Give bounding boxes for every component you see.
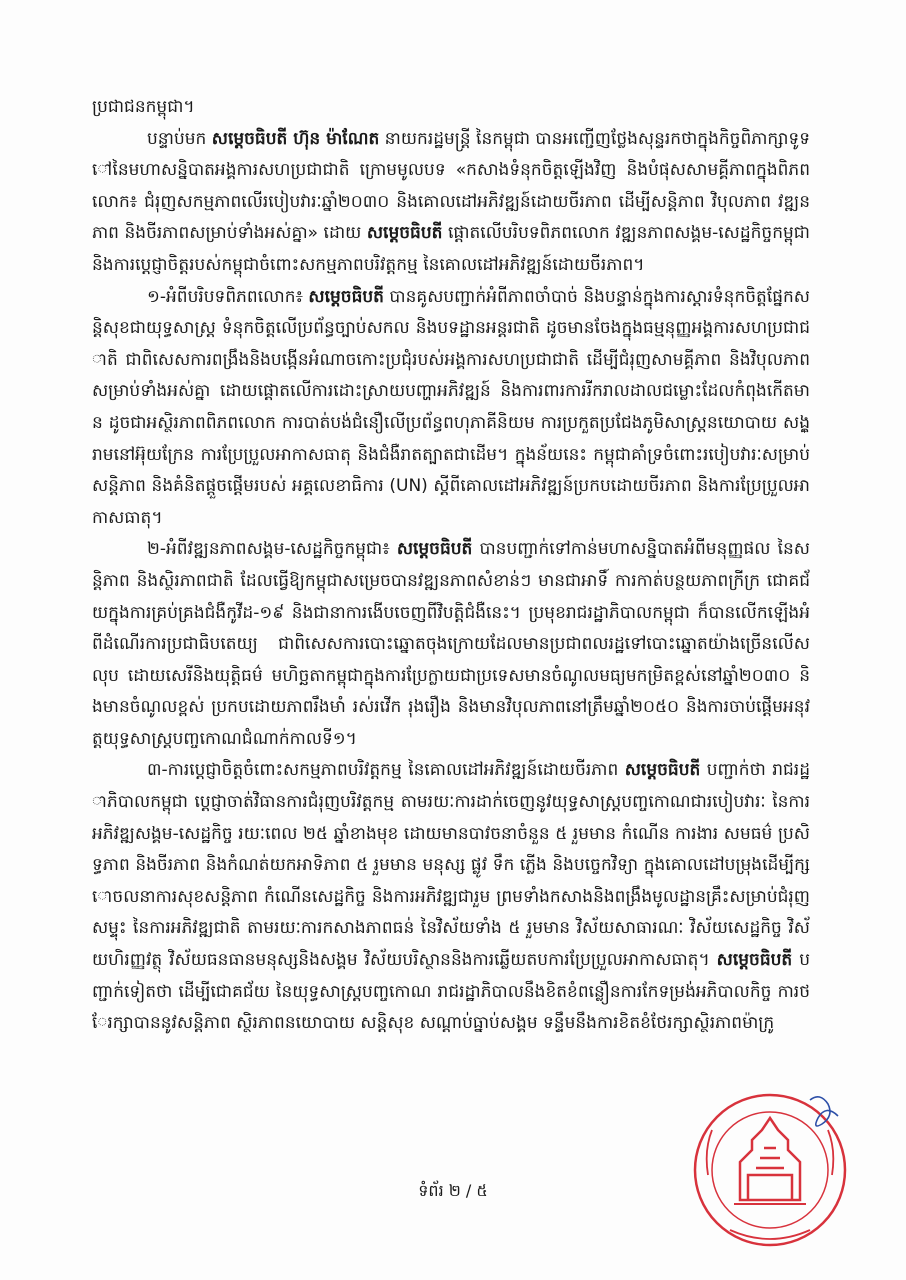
paragraph-socio-economic-text: បានបញ្ជាក់ទៅកាន់មហាសន្និបាតអំពីមនុញ្ញផល នៃសន្តិភាព និងស្ថិរភាពជាតិ ដែលធ្វើឱ្យកម្ពុជាសម្រេចបានវឌ្ឍនភាពសំខាន់ៗ មានជាអាទិ៍ ការកាត់បន្ថយភាពក្រីក្រ ជោគជ័យក្នុងការគ្រប់គ្រងជំងឺកូវីដ-១៩ និងជានាការងើបចេញពីវិបត្តិជំងឺនេះ។ ប្រមុខរាជរដ្ឋាភិបាលកម្ពុជា ក៏បានលើកឡើងអំពីដំណើរការប្រជាធិបតេយ្យ ជាពិសេសការបោះឆ្នោតចុងក្រោយដែលមានប្រជាពលរដ្ឋទៅបោះឆ្នោតយ៉ាងច្រើនលើសលុប ដោយសេរីនិងយុត្តិធម៌ មហិច្ឆតាកម្ពុជាក្នុងការប្រែក្លាយជាប្រទេសមានចំណូលមធ្យមកម្រិតខ្ពស់នៅឆ្នាំ២០៣០ និងមានចំណូលខ្ពស់ ប្រកបដោយភាពរឹងមាំ រស់រវើក រុងរឿង និងមានវិបុលភាពនៅត្រឹមឆ្នាំ២០៥០ និងការចាប់ផ្តើមអនុវត្តយុទ្ធសាស្ត្របញ្ចកោណជំណាក់កាលទី១។	[92, 539, 810, 749]
paragraph-intro-bold-title: សម្តេចធិបតី	[366, 223, 443, 244]
paragraph-socio-economic-bold: សម្តេចធិបតី	[396, 539, 473, 560]
document-body	[92, 92, 810, 1040]
paragraph-commitment-text-1: បញ្ជាក់ថា រាជរដ្ឋាភិបាលកម្ពុជា ប្តេជ្ញាចាត់វិធានការជំរុញបរិវត្តកម្ម តាមរយៈការដាក់ចេញនូវយុទ្ធសាស្ត្របញ្ចកោណជារបៀបវារៈ នៃការអភិវឌ្ឍសង្គម-សេដ្ឋកិច្ច រយៈពេល ២៥ ឆ្នាំខាងមុខ ដោយមានបាវចនាចំនួន ៥ រួមមាន កំណើន ការងារ សមធម៌ ប្រសិទ្ធភាព និងចីរភាព និងកំណត់យកអាទិភាព ៥ រួមមាន មនុស្ស ផ្លូវ ទឹក ភ្លើង និងបច្ចេកវិទ្យា ក្នុងគោលដៅបម្រុងដើម្បីក្សោចលនាការសុខសន្តិភាព កំណើនសេដ្ឋកិច្ច និងការអភិវឌ្ឍជារួម ព្រមទាំងកសាងនិងពង្រឹងមូលដ្ឋានគ្រឹះសម្រាប់ជំរុញសម្ទុះ នៃការអភិវឌ្ឍជាតិ តាមរយៈការកសាងភាពធន់ នៃវិស័យទាំង ៥ រួមមាន វិស័យសាធារណៈ វិស័យសេដ្ឋកិច្ច វិស័យហិរញ្ញវត្ថុ វិស័យធនធានមនុស្សនិងសង្គម វិស័យបរិស្ថាននិងការឆ្លើយតបការប្រែប្រួលអាកាសធាតុ។	[92, 760, 810, 971]
paragraph-commitment-bold-1: សម្តេចធិបតី	[624, 760, 701, 781]
paragraph-global-context-bold: សម្តេចធិបតី	[308, 286, 384, 307]
paragraph-socio-economic	[92, 534, 810, 755]
paragraph-commitment-lead: ៣-ការប្តេជ្ញាចិត្តចំពោះសកម្មភាពបរិវត្តកម្ម នៃគោលដៅអភិវឌ្ឍន៍ដោយចីរភាព	[147, 760, 625, 781]
paragraph-global-context-text: បានគូសបញ្ជាក់អំពីភាពចាំបាច់ និងបន្ទាន់ក្នុងការស្តារទំនុកចិត្តផ្នែកសន្តិសុខជាយុទ្ធសាស្ត្រ ទំនុកចិត្តលើប្រព័ន្ធច្បាប់សកល និងបទដ្ឋានអន្តរជាតិ ដូចមានចែងក្នុងធម្មនុញ្ញអង្គការសហប្រជាជាតិ ជាពិសេសការពង្រឹងនិងបង្កើនអំណាចកោះប្រជុំរបស់អង្គការសហប្រជាជាតិ ដើម្បីជំរុញសាមគ្គីភាព និងវិបុលភាពសម្រាប់ទាំងអស់គ្នា ដោយផ្តោតលើការដោះស្រាយបញ្ហាអភិវឌ្ឍន៍ និងការពារការរីករាលដាលជម្លោះដែលកំពុងកើតមាន ដូចជាអស្ថិរភាពពិភពលោក ការបាត់បង់ជំនឿលើប្រព័ន្ធពហុភាគីនិយម ការប្រកួតប្រជែងភូមិសាស្ត្រនយោបាយ សង្គ្រាមនៅអ៊ុយក្រែន ការប្រែប្រួលអាកាសធាតុ និងជំងឺរាតត្បាតជាដើម។ ក្នុងន័យនេះ កម្ពុជាគាំទ្រចំពោះរបៀបវារៈសម្រាប់សន្តិភាព និងគំនិតផ្តួចផ្តើមរបស់ អគ្គលេខាធិការ (UN) ស្តីពីគោលដៅអភិវឌ្ឍន៍ប្រកបដោយចីរភាព និងការប្រែប្រួលអាកាសធាតុ។	[92, 286, 810, 528]
paragraph-socio-economic-lead: ២-អំពីវឌ្ឍនភាពសង្គម-សេដ្ឋកិច្ចកម្ពុជា៖	[147, 539, 397, 560]
paragraph-intro-lead: បន្ទាប់មក	[147, 128, 212, 149]
paragraph-intro-bold-name: សម្តេចធិបតី ហ៊ុន ម៉ាណែត	[211, 128, 380, 149]
page-number: ទំព័រ ២ / ៥	[418, 1181, 488, 1200]
paragraph-intro	[92, 124, 810, 282]
paragraph-global-context-lead: ១-អំពីបរិបទពិភពលោក៖	[147, 286, 309, 307]
paragraph-intro-text-2: ផ្តោតលើបរិបទពិភពលោក វឌ្ឍនភាពសង្គម-សេដ្ឋកិច្ចកម្ពុជា និងការប្តេជ្ញាចិត្តរបស់កម្ពុជាចំពោះសកម្មភាពបរិវត្តកម្ម នៃគោលដៅអភិវឌ្ឍន៍ដោយចីរភាព។	[92, 223, 810, 275]
paragraph-global-context	[92, 282, 810, 535]
opening-line: ប្រជាជនកម្ពុជា។	[92, 97, 195, 117]
paragraph-commitment	[92, 755, 810, 1039]
paragraph-commitment-bold-2: សម្តេចធិបតី	[716, 950, 793, 971]
paragraph-intro-text-1: នាយករដ្ឋមន្ត្រី នៃកម្ពុជា បានអញ្ជើញថ្លែងសុន្ទរកថាក្នុងកិច្ចពិភាក្សាទូទៅនៃមហាសន្និបាតអង្គការសហប្រជាជាតិ ក្រោមមូលបទ «កសាងទំនុកចិត្តឡើងវិញ និងបំផុសសាមគ្គីភាពក្នុងពិភពលោក៖ ជំរុញសកម្មភាពលើរបៀបវារៈឆ្នាំ២០៣០ និងគោលដៅអភិវឌ្ឍន៍ដោយចីរភាព ដើម្បីសន្តិភាព វិបុលភាព វឌ្ឍនភាព និងចីរភាពសម្រាប់ទាំងអស់គ្នា» ដោយ	[92, 128, 811, 244]
paragraph-commitment-text-2: បញ្ជាក់ទៀតថា ដើម្បីជោគជ័យ នៃយុទ្ធសាស្ត្របញ្ចកោណ រាជរដ្ឋាភិបាលនឹងខិតខំពន្លឿនការកែទម្រង់អភិបាលកិច្ច ការថែរក្សាបាននូវសន្តិភាព ស្ថិរភាពនយោបាយ សន្តិសុខ សណ្តាប់ធ្នាប់សង្គម ទន្ទឹមនឹងការខិតខំថែរក្សាស្ថិរភាពម៉ាក្រូ	[92, 950, 810, 1034]
official-seal-icon	[690, 1080, 850, 1255]
